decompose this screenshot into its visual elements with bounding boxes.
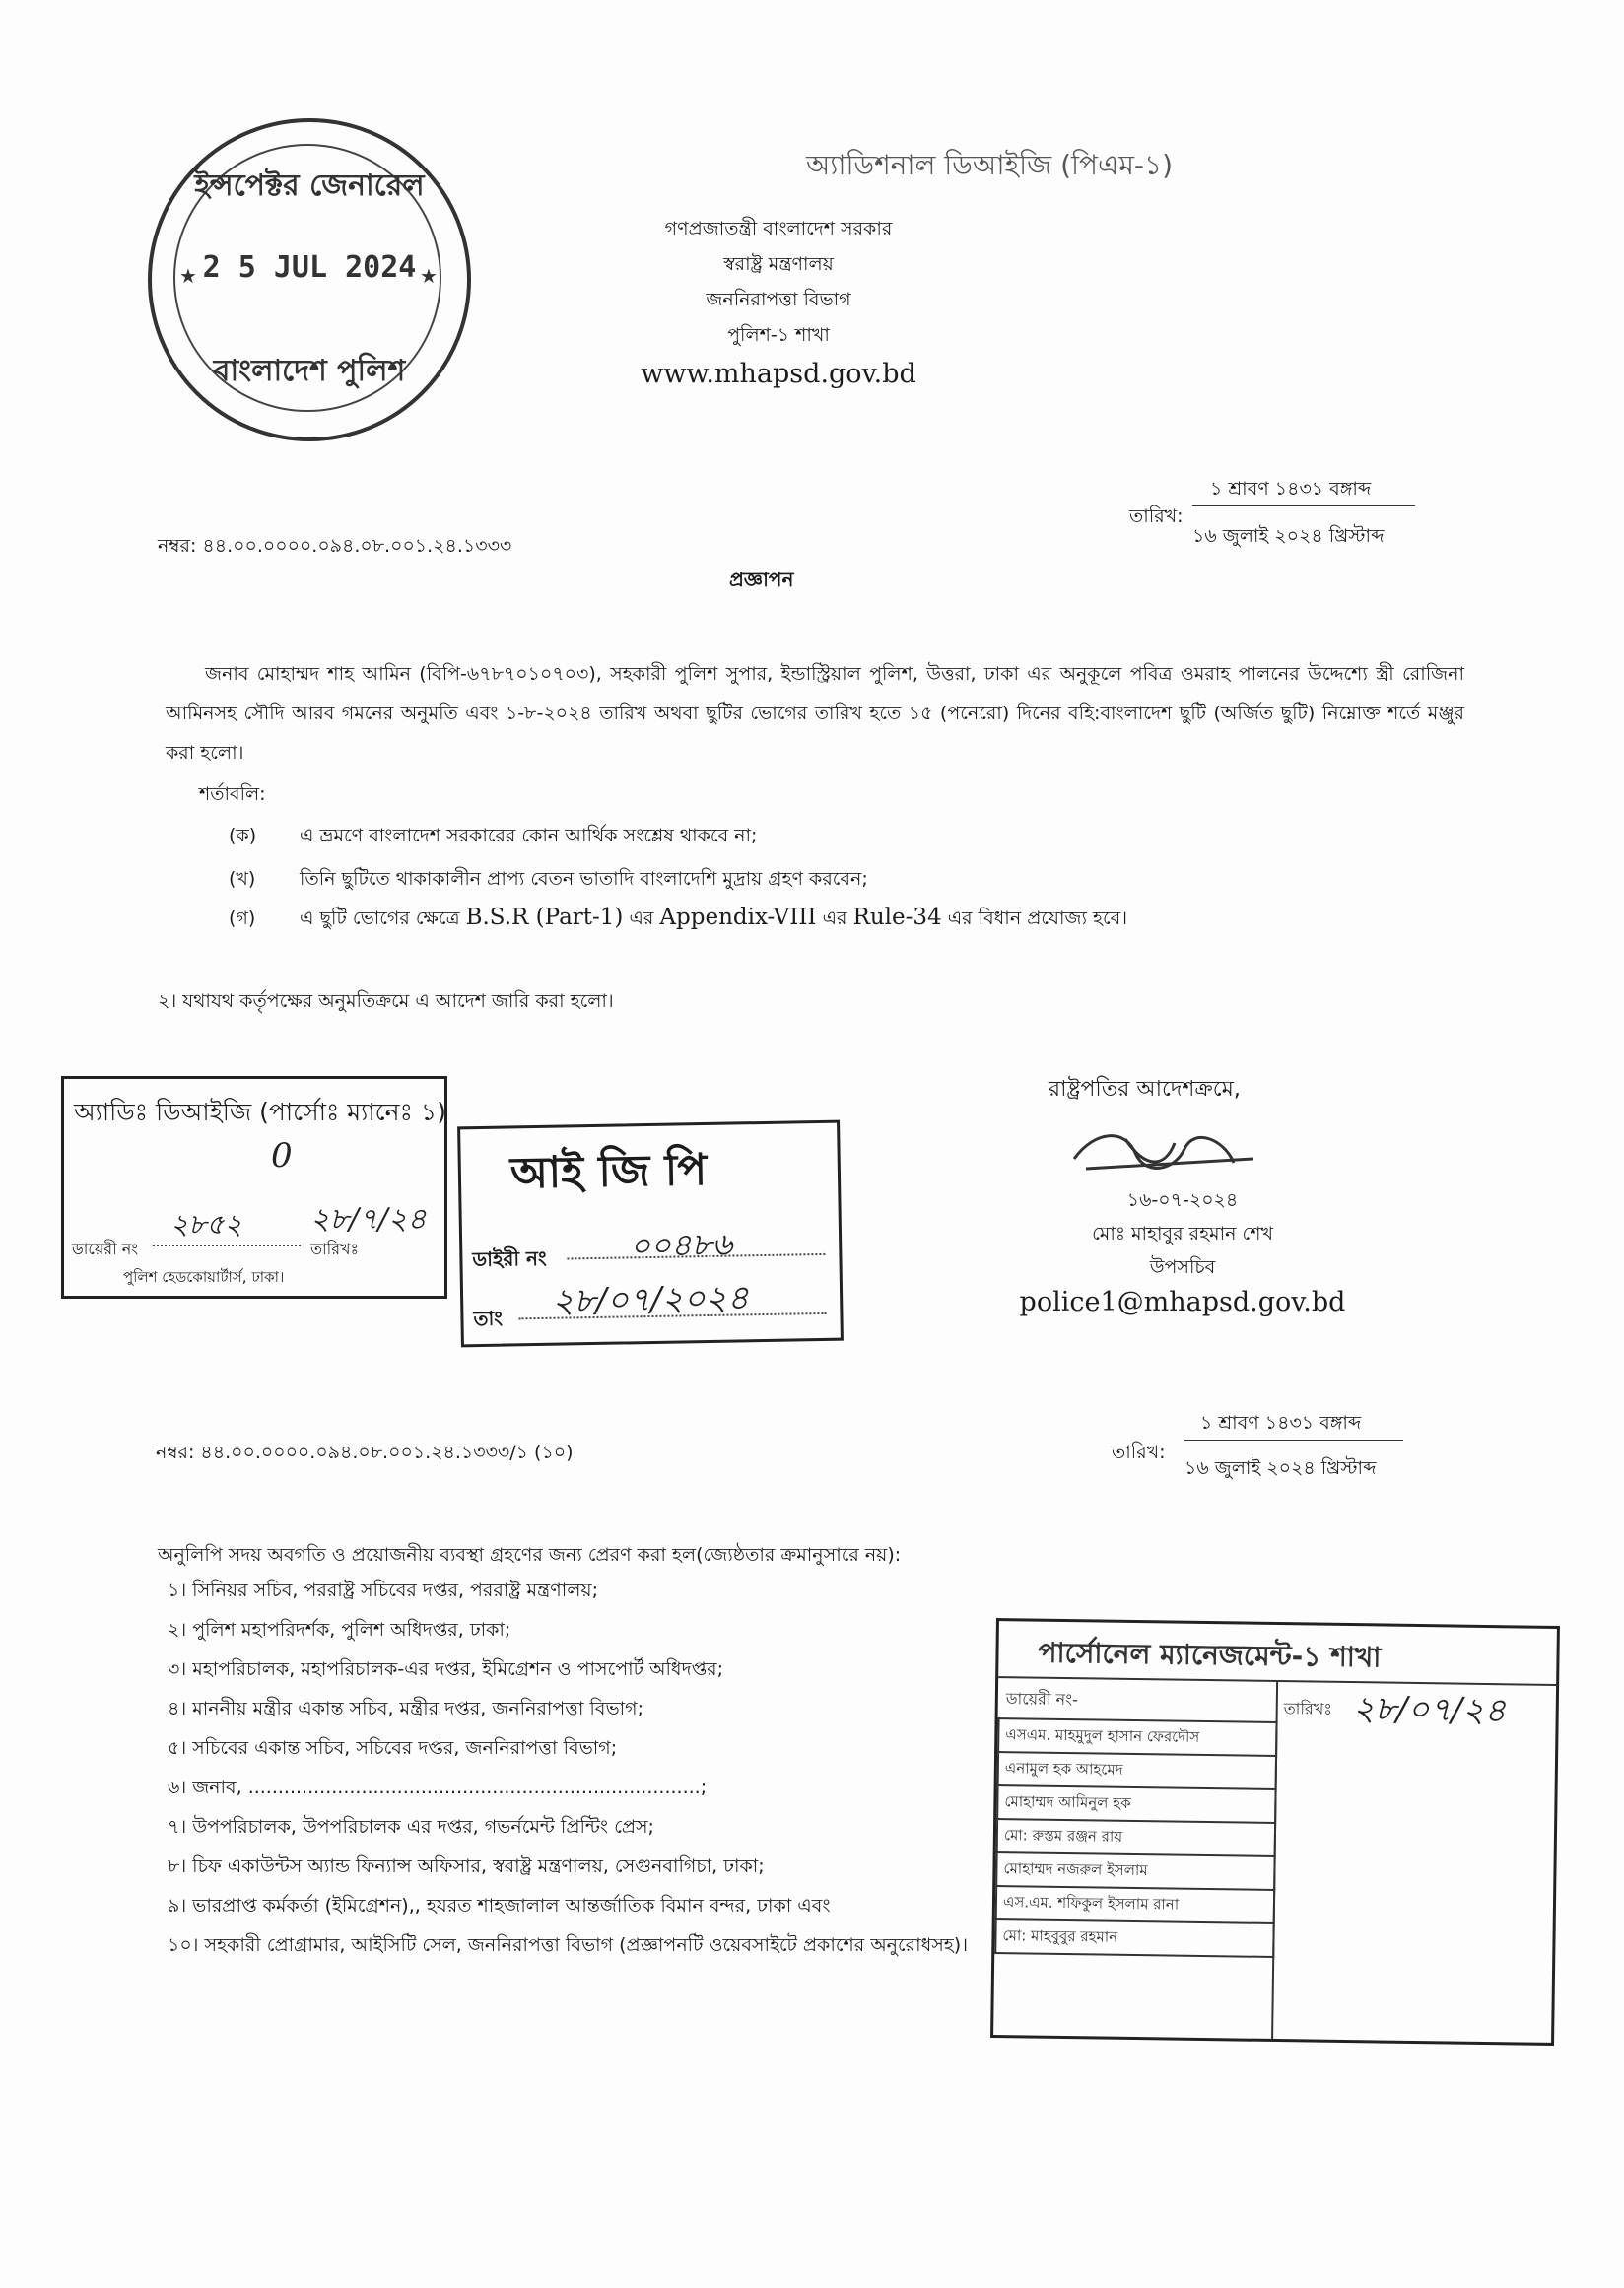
stamp-diary-line [153, 1245, 301, 1246]
condition-mark: (খ) [229, 868, 256, 890]
signatory-email[interactable]: police1@mhapsd.gov.bd [1019, 1287, 1346, 1317]
igp-stamp-title: আই জি পি [509, 1144, 708, 1199]
addl-dig-stamp [61, 1076, 447, 1299]
condition-mark: (গ) [229, 908, 256, 929]
table-row [998, 1718, 1276, 1756]
seal-date: 2 5 JUL 2024 [202, 250, 417, 285]
condition-text: এর বিধান প্রযোজ্য হবে। [947, 908, 1128, 929]
table-row [996, 1852, 1274, 1890]
list-item: ২। পুলিশ মহাপরিদর্শক, পুলিশ অধিদপ্তর, ঢাকা; [168, 1619, 511, 1641]
condition-item [229, 822, 757, 853]
stamp-date-label: তারিখঃ [310, 1240, 360, 1258]
table-row [995, 1919, 1273, 1957]
signature-mark [1066, 1119, 1263, 1188]
reference-number: নম্বর: ৪৪.০০.০০০০.০৯৪.০৮.০০১.২৪.১৩৩৩ [158, 535, 512, 557]
stamp-date-hand: ২৮/৭/২৪ [310, 1202, 427, 1237]
table-row [996, 1886, 1274, 1923]
list-item: ৩। মহাপরিচালক, মহাপরিচালক-এর দপ্তর, ইমিগ্রেশন ও পাসপোর্ট অধিদপ্তর; [168, 1658, 724, 1680]
conditions-label: শর্তাবলি: [199, 783, 266, 805]
signatory-designation: উপসচিব [1149, 1256, 1216, 1278]
stamp-diary-number: ২৮৫২ [170, 1208, 242, 1241]
signature-details [985, 1186, 1380, 1317]
date-underline [1192, 505, 1415, 506]
signature-date: ১৬-০৭-২০২৪ [1126, 1189, 1239, 1211]
condition-text: এ ভ্রমণে বাংলাদেশ সরকারের কোন আর্থিক সংশ্লেষ থাকবে না; [300, 825, 758, 846]
ministry-name: স্বরাষ্ট্র মন্ত্রণালয় [723, 253, 834, 275]
pm-name: এসএম. মাহমুদুল হাসান ফেরদৌস [998, 1718, 1276, 1756]
star-icon: ★ [179, 264, 197, 288]
condition-item [229, 905, 1127, 936]
handwritten-mark: 0 [271, 1136, 293, 1176]
by-order-text: রাষ্ট্রপতির আদেশক্রমে, [1049, 1077, 1241, 1102]
pm-name: এস.এম. শফিকুল ইসলাম রানা [996, 1886, 1274, 1923]
pm-diary-label: ডায়েরী নং- [1005, 1689, 1078, 1710]
round-seal [148, 118, 471, 441]
division-name: জননিরাপত্তা বিভাগ [706, 289, 851, 310]
seal-bottom-text: বাংলাদেশ পুলিশ [213, 354, 406, 388]
list-item: ৬। জনাব, ............................................................................; [168, 1777, 708, 1798]
pm-name: এনামুল হক আহমেদ [998, 1752, 1276, 1789]
condition-text: তিনি ছুটিতে থাকাকালীন প্রাপ্য বেতন ভাতাদি বাংলাদেশি মুদ্রায় গ্রহণ করবেন; [300, 868, 868, 890]
list-item: ৭। উপপরিচালক, উপপরিচালক এর দপ্তর, গভর্নমেন্ট প্রিন্টিং প্রেস; [168, 1816, 654, 1838]
branch-name: পুলিশ-১ শাখা [727, 324, 830, 346]
stamp-footer: পুলিশ হেডকোয়ার্টার্স, ঢাকা। [123, 1268, 285, 1286]
list-item: ১০। সহকারী প্রোগ্রামার, আইসিটি সেল, জননিরাপত্তা বিভাগ (প্রজ্ঞাপনটি ওয়েবসাইটে প্রকাশের অনুরোধসহ)। [168, 1934, 968, 1956]
government-header [552, 215, 1005, 389]
igp-diary-label: ডাইরী নং [472, 1245, 547, 1272]
pm-date-hand: ২৮/০৭/২৪ [1352, 1689, 1507, 1731]
igp-diary-number: ০০৪৮৬ [629, 1225, 733, 1265]
list-item: ৮। চিফ একাউন্টস অ্যান্ড ফিন্যান্স অফিসার, স্বরাষ্ট্র মন্ত্রণালয়, সেগুনবাগিচা, ঢাকা; [168, 1855, 765, 1877]
point-two: ২। যথাযথ কর্তৃপক্ষের অনুমতিক্রমে এ আদেশ জারি করা হলো। [158, 990, 614, 1012]
pm-name: মোহাম্মদ নজরুল ইসলাম [996, 1852, 1274, 1890]
stamp-diary-label: ডায়েরী নং [72, 1240, 139, 1258]
personnel-management-stamp [990, 1618, 1560, 2046]
table-row [998, 1752, 1276, 1789]
website-link[interactable]: www.mhapsd.gov.bd [641, 359, 916, 389]
date-label: তারিখ: [1129, 505, 1184, 527]
pm-date-label: তারিখঃ [1283, 1699, 1332, 1718]
igp-stamp [457, 1120, 844, 1348]
igp-date-hand: ২৮/০৭/২০২৪ [551, 1278, 750, 1321]
list-item: ৫। সচিবের একান্ত সচিব, সচিবের দপ্তর, জননিরাপত্তা বিভাগ; [168, 1737, 618, 1759]
pm-name: মো: মাহবুবুর রহমান [995, 1919, 1273, 1957]
list-item: ৪। মাননীয় মন্ত্রীর একান্ত সচিব, মন্ত্রীর দপ্তর, জননিরাপত্তা বিভাগ; [168, 1698, 643, 1719]
copies-intro: অনুলিপি সদয় অবগতি ও প্রয়োজনীয় ব্যবস্থা গ্রহণের জন্য প্রেরণ করা হল(জ্যেষ্ঠতার ক্রমানুসারে নয়): [158, 1544, 902, 1566]
condition-mark: (ক) [229, 825, 257, 846]
seal-top-text: ইন্সপেক্টর জেনারেল [194, 168, 425, 203]
pm-stamp-title: পার্সোনেল ম্যানেজমেন্ট-১ শাখা [1038, 1636, 1382, 1674]
signatory-name: মোঃ মাহাবুর রহমান শেখ [1092, 1223, 1273, 1245]
date-underline [1184, 1440, 1403, 1441]
star-icon: ★ [420, 264, 438, 288]
rule-ref: Rule-34 [852, 905, 942, 930]
condition-text: এ ছুটি ভোগের ক্ষেত্রে [300, 908, 460, 929]
condition-item [229, 865, 868, 897]
date-label: তারিখ: [1112, 1442, 1166, 1463]
bsr-ref: B.S.R (Part-1) [465, 905, 624, 930]
document-title: প্রজ্ঞাপন [729, 568, 794, 591]
table-row [997, 1819, 1275, 1856]
stamp-title: অ্যাডিঃ ডিআইজি (পার্সোঃ ম্যানেঃ ১) [74, 1098, 446, 1126]
body-paragraph: জনাব মোহাম্মদ শাহ আমিন (বিপি-৬৭৮৭০১০৭০৩), সহকারী পুলিশ সুপার, ইন্ডাস্ট্রিয়াল পুলিশ, উত্তরা, ঢাকা এর অনুকূলে পবিত্র ওমরাহ পালনের উদ্দেশ্যে স্ত্রী রোজিনা আমিনসহ সৌদি আরব গমনের অনুমতি এবং ১-৮-২০২৪ তারিখ অথবা ছুটির ভোগের তারিখ হতে ১৫ (পনেরো) দিনের বহি:বাংলাদেশ ছুটি (অর্জিত ছুটি) নিম্নোক্ত শর্তে মঞ্জুর করা হলো। [166, 663, 1465, 764]
list-item: ৯। ভারপ্রাপ্ত কর্মকর্তা (ইমিগ্রেশন),, হযরত শাহজালাল আন্তর্জাতিক বিমান বন্দর, ঢাকা এবং [168, 1895, 831, 1917]
list-item: ১। সিনিয়র সচিব, পররাষ্ট্র সচিবের দপ্তর, পররাষ্ট্র মন্ত্রণালয়; [168, 1580, 598, 1601]
govt-name: গণপ্রজাতন্ত্রী বাংলাদেশ সরকার [664, 218, 893, 239]
appendix-ref: Appendix-VIII [659, 905, 817, 930]
addl-dig-header: অ্যাডিশনাল ডিআইজি (পিএম-১) [806, 149, 1174, 181]
date-bangla: ১ শ্রাবণ ১৪৩১ বঙ্গাব্দ [1200, 1412, 1362, 1434]
pm-names-table [994, 1717, 1277, 1958]
date-english: ১৬ জুলাই ২০২৪ খ্রিস্টাব্দ [1192, 525, 1385, 547]
condition-text: এর [822, 908, 847, 929]
date-bangla: ১ শ্রাবণ ১৪৩১ বঙ্গাব্দ [1210, 478, 1372, 500]
date-english: ১৬ জুলাই ২০২৪ খ্রিস্টাব্দ [1184, 1457, 1377, 1479]
reference-number-copy: নম্বর: ৪৪.০০.০০০০.০৯৪.০৮.০০১.২৪.১৩৩৩/১ (১০) [156, 1442, 574, 1463]
copies-list [168, 1577, 968, 1971]
igp-date-label: তাং [473, 1306, 504, 1331]
pm-name: মোহাম্মদ আমিনুল হক [997, 1785, 1275, 1823]
pm-name: মো: রুস্তম রঞ্জন রায় [997, 1819, 1275, 1856]
condition-text: এর [629, 908, 654, 929]
table-row [997, 1785, 1275, 1823]
